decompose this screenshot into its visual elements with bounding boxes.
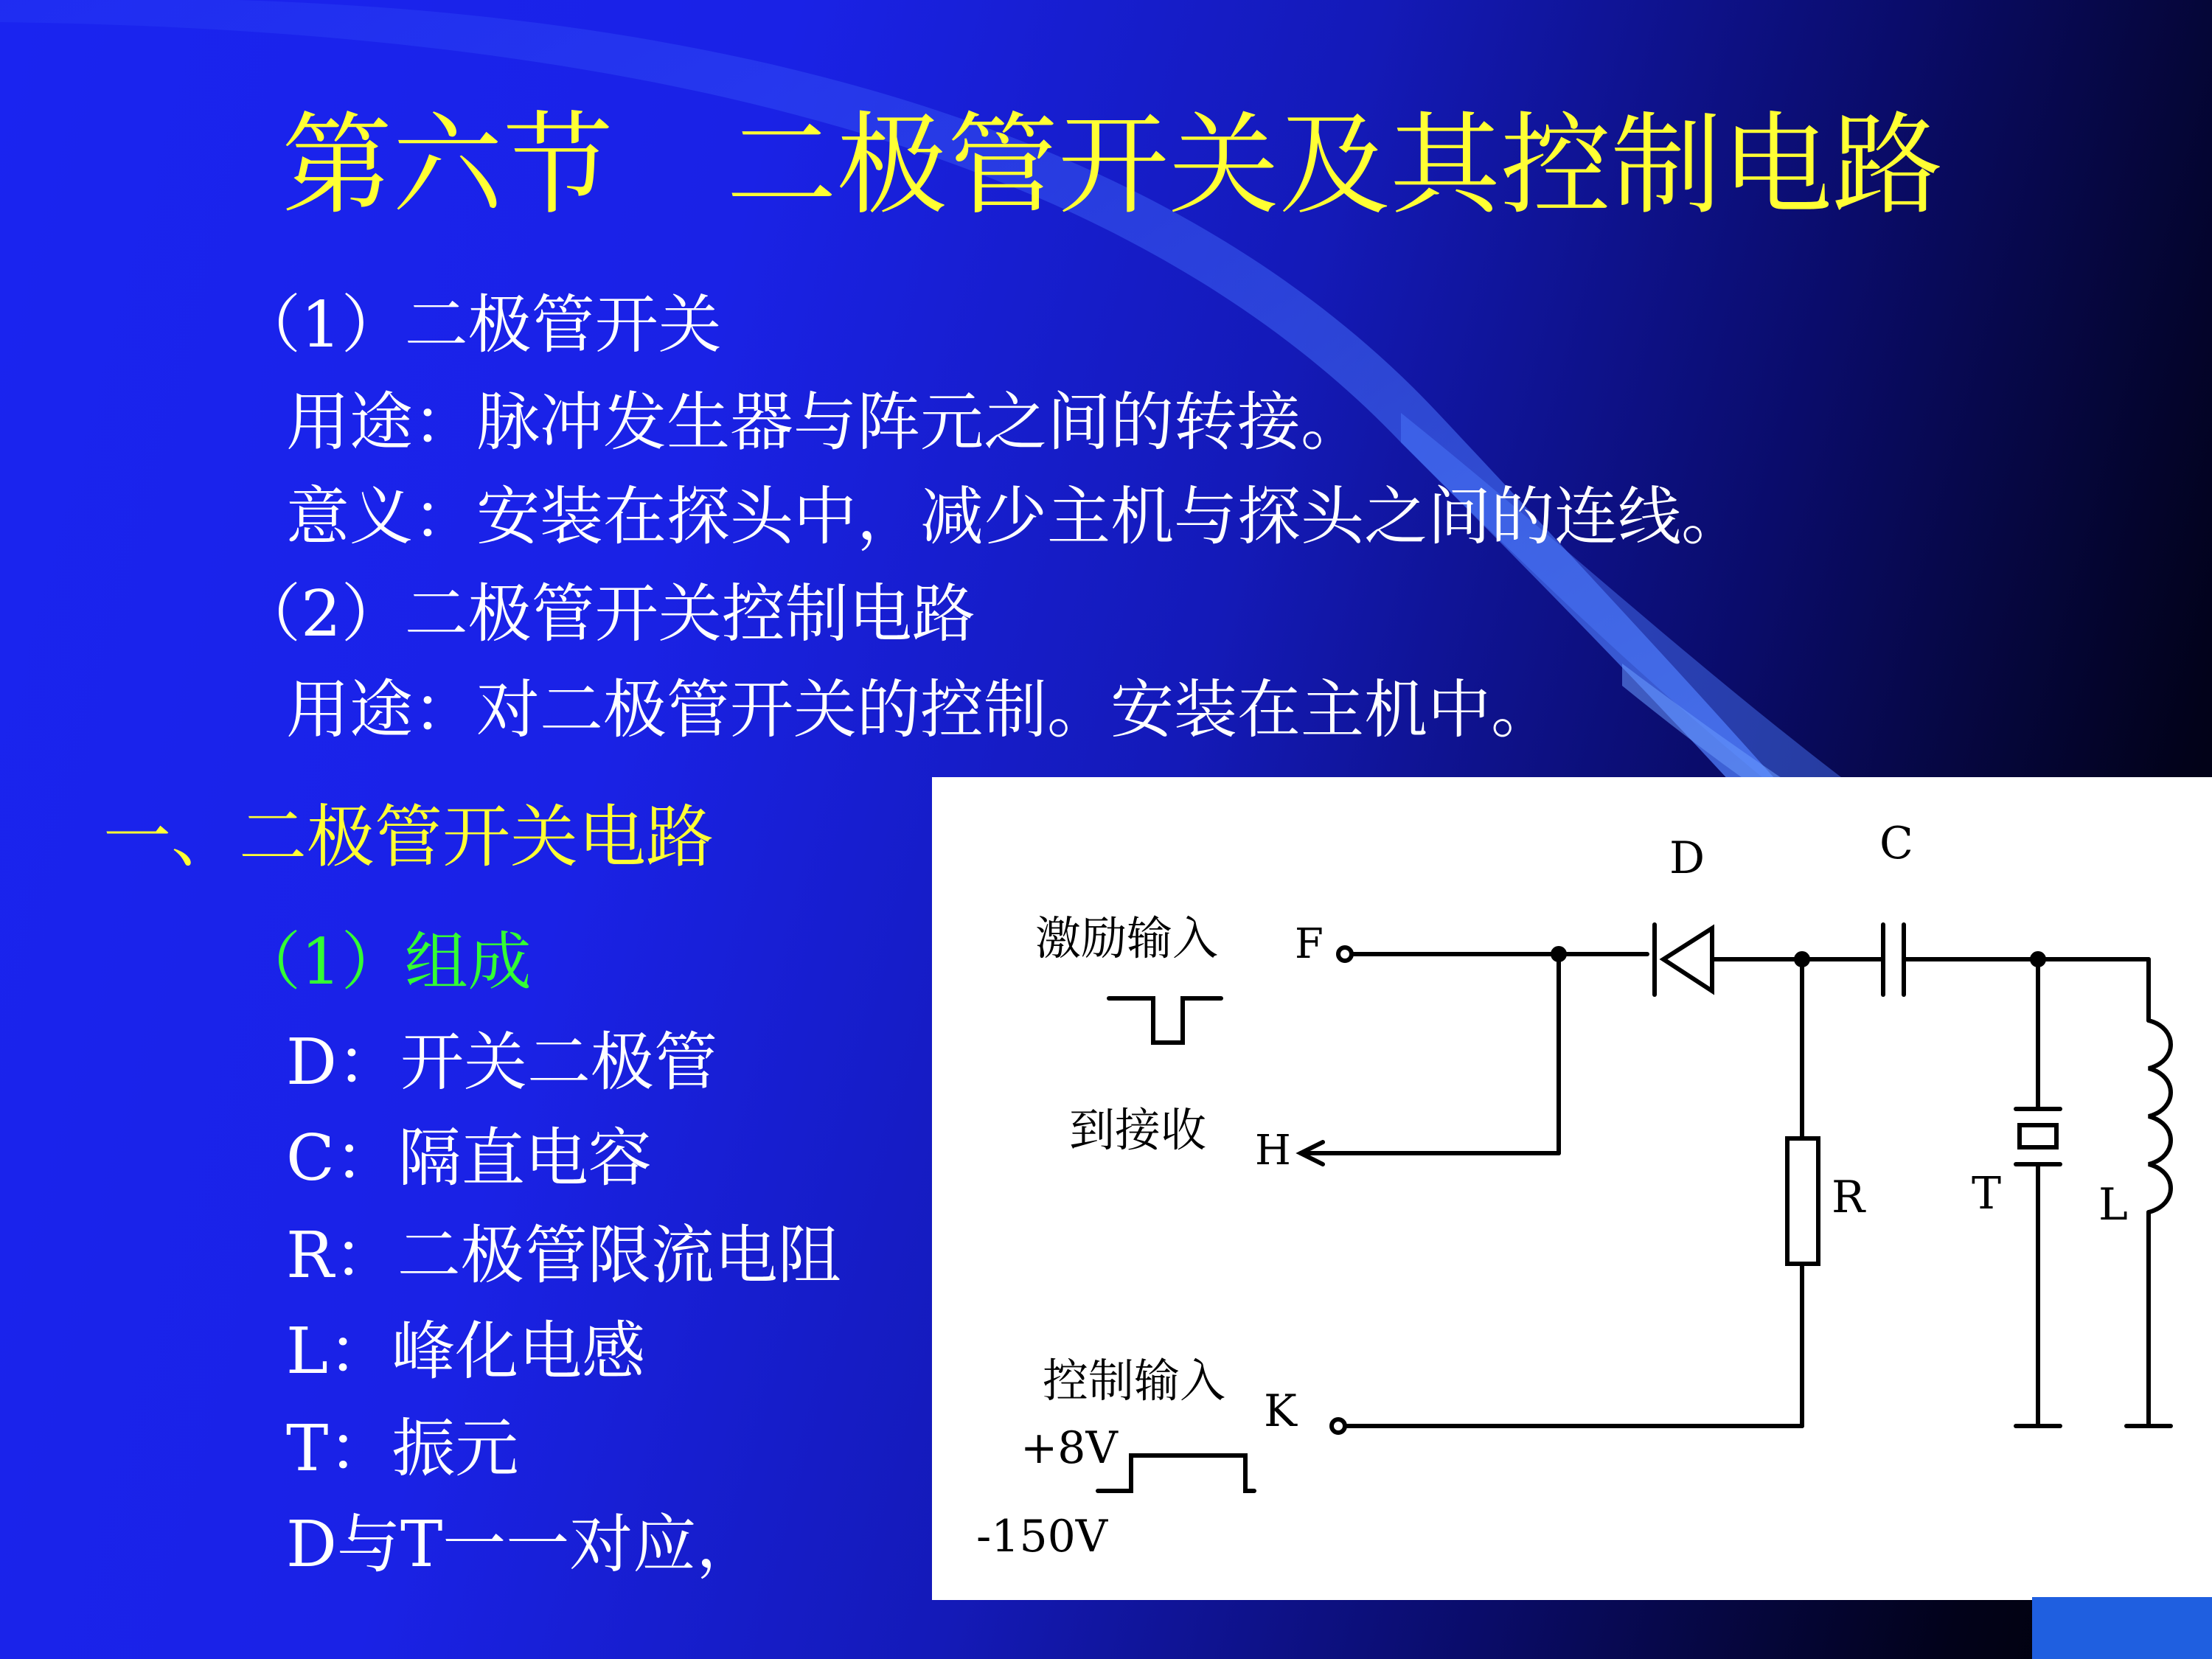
composition-item: D与T一一对应，	[286, 1508, 760, 1582]
section1-use: 用途：脉冲发生器与阵元之间的转接。	[286, 386, 1364, 459]
composition-item: C：隔直电容	[286, 1121, 652, 1195]
composition-item: D：开关二极管	[286, 1026, 717, 1099]
circuit-schematic	[932, 777, 2212, 1600]
circuit-diagram	[932, 777, 2212, 1600]
composition-heading: （1）组成	[237, 925, 532, 999]
inductor-L	[2149, 1020, 2171, 1212]
composition-item: R：二极管限流电阻	[286, 1219, 841, 1293]
section2-use: 用途：对二极管开关的控制。安装在主机中。	[286, 673, 1554, 747]
resistor-R	[1787, 1138, 1818, 1264]
composition-item: L：峰化电感	[286, 1315, 646, 1388]
corner-decoration	[2032, 1597, 2212, 1659]
excite-pulse	[1109, 998, 1221, 1043]
title-part2: 二极管开关及其控制电路	[726, 102, 1944, 230]
label-excite-input: 激励输入	[1035, 911, 1219, 965]
section2-heading: （2）二极管开关控制电路	[237, 577, 975, 651]
label-plus-8v: +8V	[1020, 1422, 1118, 1474]
section-heading: 一、二极管开关电路	[103, 798, 714, 877]
label-L: L	[2098, 1179, 2128, 1231]
label-D: D	[1669, 832, 1705, 884]
label-H: H	[1255, 1127, 1291, 1175]
diode-symbol	[1663, 928, 1712, 991]
label-F: F	[1295, 920, 1324, 968]
control-pulse	[1098, 1455, 1254, 1491]
label-C: C	[1879, 818, 1913, 869]
composition-item: T：振元	[286, 1412, 519, 1486]
label-T: T	[1972, 1168, 2002, 1220]
label-to-receive: 到接收	[1069, 1103, 1207, 1157]
label-K: K	[1264, 1385, 1297, 1437]
section1-heading: （1）二极管开关	[237, 288, 722, 362]
terminal-K	[1332, 1419, 1345, 1433]
label-R: R	[1832, 1172, 1865, 1223]
label-control-input: 控制输入	[1043, 1354, 1226, 1408]
section1-meaning: 意义：安装在探头中，减少主机与探头之间的连线。	[286, 480, 1745, 554]
title-part1: 第六节	[282, 102, 614, 230]
label-minus-150v: -150V	[976, 1511, 1108, 1562]
transducer-T	[2020, 1125, 2056, 1147]
